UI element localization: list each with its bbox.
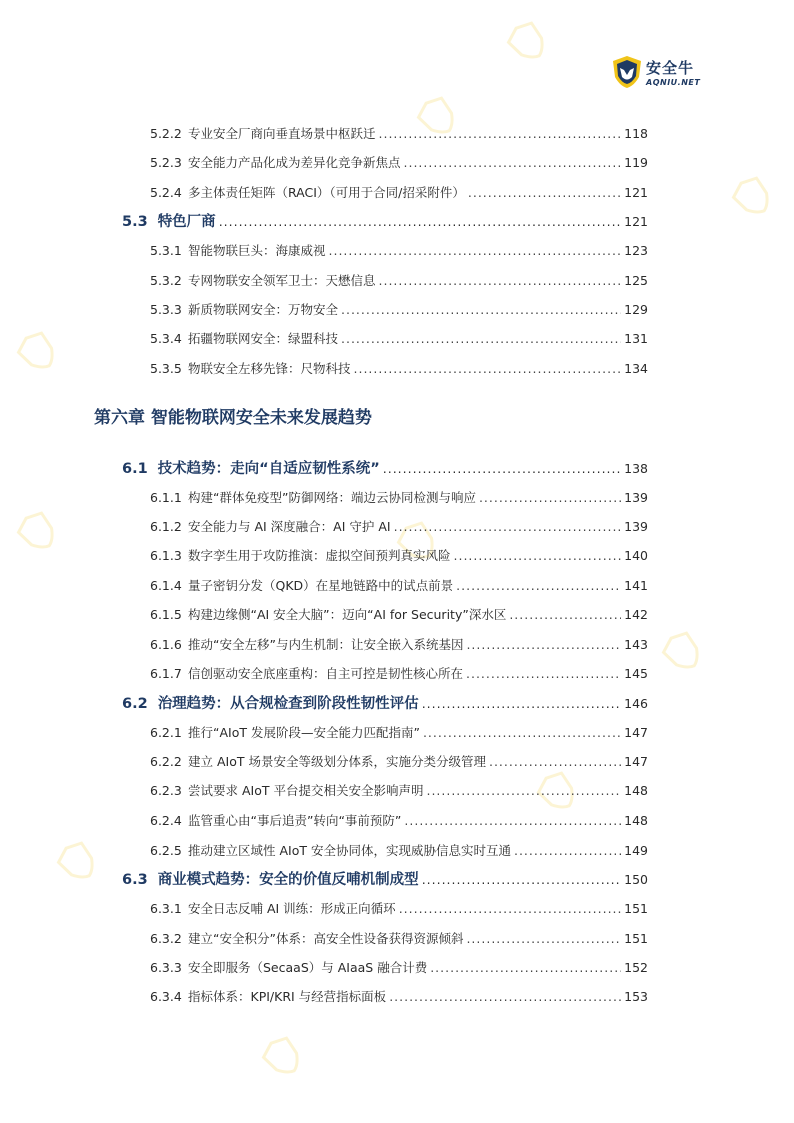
bull-shield-icon xyxy=(612,55,642,89)
toc-entry-page: 148 xyxy=(624,783,648,798)
toc-entry-6-3-1[interactable] xyxy=(150,899,648,917)
toc-entry-number: 6.2.5 xyxy=(150,843,182,858)
toc-entry-number: 6.1.3 xyxy=(150,548,182,563)
toc-section-page: 121 xyxy=(624,214,648,229)
toc-entry-6-2-2[interactable] xyxy=(150,752,648,770)
toc-entry-6-2-3[interactable] xyxy=(150,781,648,799)
dot-leader xyxy=(466,931,621,946)
toc-entry-title: 尝试要求 AIoT 平台提交相关安全影响声明 xyxy=(188,783,424,798)
toc-entry-number: 6.2.3 xyxy=(150,783,182,798)
dot-leader xyxy=(389,989,621,1004)
dot-leader xyxy=(404,155,622,170)
toc-entry-5-3-5[interactable] xyxy=(150,359,648,377)
toc-entry-number: 6.2.4 xyxy=(150,813,182,828)
toc-entry-page: 118 xyxy=(624,126,648,141)
toc-entry-number: 5.3.4 xyxy=(150,331,182,346)
toc-entry-number: 6.3.3 xyxy=(150,960,182,975)
toc-section-6-1[interactable] xyxy=(122,457,648,478)
toc-entry-number: 5.2.4 xyxy=(150,185,182,200)
toc-entry-page: 152 xyxy=(624,960,648,975)
toc-entry-6-3-2[interactable] xyxy=(150,929,648,947)
toc-entry-title: 物联安全左移先锋：尺物科技 xyxy=(188,361,351,376)
dot-leader xyxy=(454,548,622,563)
dot-leader xyxy=(379,126,622,141)
toc-section-number: 6.1 xyxy=(122,461,148,477)
toc-section-number: 5.3 xyxy=(122,214,148,230)
toc-entry-title: 专业安全厂商向垂直场景中枢跃迁 xyxy=(188,126,376,141)
dot-leader xyxy=(329,243,622,258)
toc-entry-title: 建立 AIoT 场景安全等级划分体系，实施分类分级管理 xyxy=(188,754,486,769)
toc-entry-5-3-4[interactable] xyxy=(150,329,648,347)
watermark-logo xyxy=(727,167,783,223)
toc-entry-5-3-1[interactable] xyxy=(150,241,648,259)
toc-entry-6-1-3[interactable] xyxy=(150,546,648,564)
toc-entry-number: 6.1.2 xyxy=(150,519,182,534)
toc-entry-5-3-3[interactable] xyxy=(150,300,648,318)
dot-leader xyxy=(479,490,621,505)
toc-entry-title: 拓疆物联网安全：绿盟科技 xyxy=(188,331,339,346)
toc-entry-title: 安全日志反哺 AI 训练：形成正向循环 xyxy=(188,901,396,916)
dot-leader xyxy=(514,843,621,858)
toc-entry-number: 5.2.3 xyxy=(150,155,182,170)
dot-leader xyxy=(219,214,621,229)
toc-entry-page: 129 xyxy=(624,302,648,317)
logo-name-en: AQNIU.NET xyxy=(646,78,701,87)
dot-leader xyxy=(379,273,622,288)
toc-section-page: 138 xyxy=(624,461,648,476)
toc-section-page: 150 xyxy=(624,872,648,887)
toc-entry-5-3-2[interactable] xyxy=(150,271,648,289)
watermark-logo xyxy=(52,832,108,888)
toc-entry-title: 量子密钥分发（QKD）在星地链路中的试点前景 xyxy=(188,578,454,593)
toc-entry-number: 6.1.5 xyxy=(150,607,182,622)
toc-entry-number: 6.1.1 xyxy=(150,490,182,505)
chapter-heading[interactable]: 第六章 智能物联网安全未来发展趋势 xyxy=(94,408,372,428)
toc-entry-title: 安全即服务（SecaaS）与 AIaaS 融合计费 xyxy=(188,960,428,975)
toc-entry-title: 构建边缘侧“AI 安全大脑”：迈向“AI for Security”深水区 xyxy=(188,607,507,622)
toc-entry-page: 134 xyxy=(624,361,648,376)
toc-entry-title: 新质物联网安全：万物安全 xyxy=(188,302,339,317)
toc-entry-6-1-7[interactable] xyxy=(150,664,648,682)
watermark-logo xyxy=(657,622,713,678)
toc-entry-title: 安全能力产品化成为差异化竞争新焦点 xyxy=(188,155,401,170)
dot-leader xyxy=(341,331,621,346)
toc-section-number: 6.3 xyxy=(122,872,148,888)
dot-leader xyxy=(466,666,621,681)
watermark-logo xyxy=(12,322,68,378)
toc-section-title: 技术趋势：走向“自适应韧性系统” xyxy=(157,461,380,477)
toc-entry-6-2-4[interactable] xyxy=(150,811,648,829)
dot-leader xyxy=(422,696,621,711)
dot-leader xyxy=(383,461,621,476)
logo-text xyxy=(646,57,700,87)
toc-entry-number: 6.2.2 xyxy=(150,754,182,769)
toc-section-6-2[interactable] xyxy=(122,692,648,713)
toc-entry-title: 指标体系：KPI/KRI 与经营指标面板 xyxy=(188,989,387,1004)
toc-section-title: 商业模式趋势：安全的价值反哺机制成型 xyxy=(157,872,419,888)
toc-entry-page: 131 xyxy=(624,331,648,346)
toc-entry-page: 121 xyxy=(624,185,648,200)
dot-leader xyxy=(394,519,622,534)
toc-entry-title: 推动“安全左移”与内生机制：让安全嵌入系统基因 xyxy=(188,637,464,652)
dot-leader xyxy=(466,637,621,652)
logo-name-cn: 安全牛 xyxy=(646,59,695,77)
brand-logo xyxy=(612,55,700,89)
toc-section-5-3[interactable] xyxy=(122,210,648,231)
toc-entry-number: 6.3.4 xyxy=(150,989,182,1004)
toc-entry-6-1-4[interactable] xyxy=(150,576,648,594)
toc-entry-page: 145 xyxy=(624,666,648,681)
toc-entry-page: 123 xyxy=(624,243,648,258)
toc-entry-page: 149 xyxy=(624,843,648,858)
toc-entry-6-1-1[interactable] xyxy=(150,488,648,506)
dot-leader xyxy=(509,607,621,622)
toc-entry-6-2-5[interactable] xyxy=(150,841,648,859)
toc-section-6-3[interactable] xyxy=(122,868,648,889)
toc-entry-title: 智能物联巨头：海康威视 xyxy=(188,243,326,258)
toc-entry-number: 5.3.2 xyxy=(150,273,182,288)
toc-entry-number: 6.3.1 xyxy=(150,901,182,916)
toc-section-title: 治理趋势：从合规检查到阶段性韧性评估 xyxy=(157,696,419,712)
toc-entry-5-2-3[interactable] xyxy=(150,153,648,171)
toc-entry-6-1-5[interactable] xyxy=(150,605,648,623)
dot-leader xyxy=(489,754,621,769)
toc-section-title: 特色厂商 xyxy=(157,214,216,230)
dot-leader xyxy=(404,813,621,828)
toc-entry-title: 推动建立区域性 AIoT 安全协同体，实现威胁信息实时互通 xyxy=(188,843,511,858)
toc-entry-number: 6.3.2 xyxy=(150,931,182,946)
watermark-logo xyxy=(12,502,68,558)
toc-entry-title: 构建“群体免疫型”防御网络：端边云协同检测与响应 xyxy=(188,490,476,505)
toc-entry-6-2-1[interactable] xyxy=(150,723,648,741)
toc-section-page: 146 xyxy=(624,696,648,711)
toc-entry-number: 6.2.1 xyxy=(150,725,182,740)
toc-entry-title: 信创驱动安全底座重构：自主可控是韧性核心所在 xyxy=(188,666,464,681)
watermark-logo xyxy=(502,12,558,68)
dot-leader xyxy=(423,725,621,740)
toc-entry-page: 148 xyxy=(624,813,648,828)
toc-entry-5-2-2[interactable] xyxy=(150,124,648,142)
watermark-logo xyxy=(257,1027,313,1083)
toc-entry-number: 5.2.2 xyxy=(150,126,182,141)
toc-entry-page: 151 xyxy=(624,931,648,946)
toc-entry-page: 139 xyxy=(624,519,648,534)
toc-entry-number: 6.1.4 xyxy=(150,578,182,593)
toc-entry-page: 140 xyxy=(624,548,648,563)
toc-entry-number: 6.1.7 xyxy=(150,666,182,681)
toc-entry-title: 安全能力与 AI 深度融合：AI 守护 AI xyxy=(188,519,391,534)
toc-entry-5-2-4[interactable] xyxy=(150,183,648,201)
dot-leader xyxy=(354,361,622,376)
toc-entry-number: 6.1.6 xyxy=(150,637,182,652)
toc-entry-title: 数字孪生用于攻防推演：虚拟空间预判真实风险 xyxy=(188,548,451,563)
toc-entry-title: 多主体责任矩阵（RACI）（可用于合同/招采附件） xyxy=(188,185,465,200)
dot-leader xyxy=(422,872,621,887)
toc-entry-page: 125 xyxy=(624,273,648,288)
toc-entry-page: 153 xyxy=(624,989,648,1004)
dot-leader xyxy=(430,960,621,975)
toc-entry-title: 推行“AIoT 发展阶段—安全能力匹配指南” xyxy=(188,725,420,740)
toc-entry-title: 监管重心由“事后追责”转向“事前预防” xyxy=(188,813,402,828)
toc-entry-page: 151 xyxy=(624,901,648,916)
toc-entry-6-1-6[interactable] xyxy=(150,635,648,653)
dot-leader xyxy=(468,185,621,200)
toc-entry-page: 142 xyxy=(624,607,648,622)
dot-leader xyxy=(341,302,621,317)
toc-entry-page: 147 xyxy=(624,725,648,740)
toc-section-number: 6.2 xyxy=(122,696,148,712)
toc-entry-page: 139 xyxy=(624,490,648,505)
toc-entry-page: 119 xyxy=(624,155,648,170)
toc-entry-6-3-3[interactable] xyxy=(150,958,648,976)
toc-entry-number: 5.3.3 xyxy=(150,302,182,317)
toc-entry-number: 5.3.5 xyxy=(150,361,182,376)
toc-entry-6-1-2[interactable] xyxy=(150,517,648,535)
dot-leader xyxy=(426,783,621,798)
dot-leader xyxy=(399,901,621,916)
toc-entry-title: 建立“安全积分”体系：高安全性设备获得资源倾斜 xyxy=(188,931,464,946)
toc-entry-page: 141 xyxy=(624,578,648,593)
toc-entry-title: 专网物联安全领军卫士：天懋信息 xyxy=(188,273,376,288)
toc-entry-number: 5.3.1 xyxy=(150,243,182,258)
toc-entry-page: 147 xyxy=(624,754,648,769)
toc-entry-page: 143 xyxy=(624,637,648,652)
toc-entry-6-3-4[interactable] xyxy=(150,987,648,1005)
dot-leader xyxy=(456,578,621,593)
